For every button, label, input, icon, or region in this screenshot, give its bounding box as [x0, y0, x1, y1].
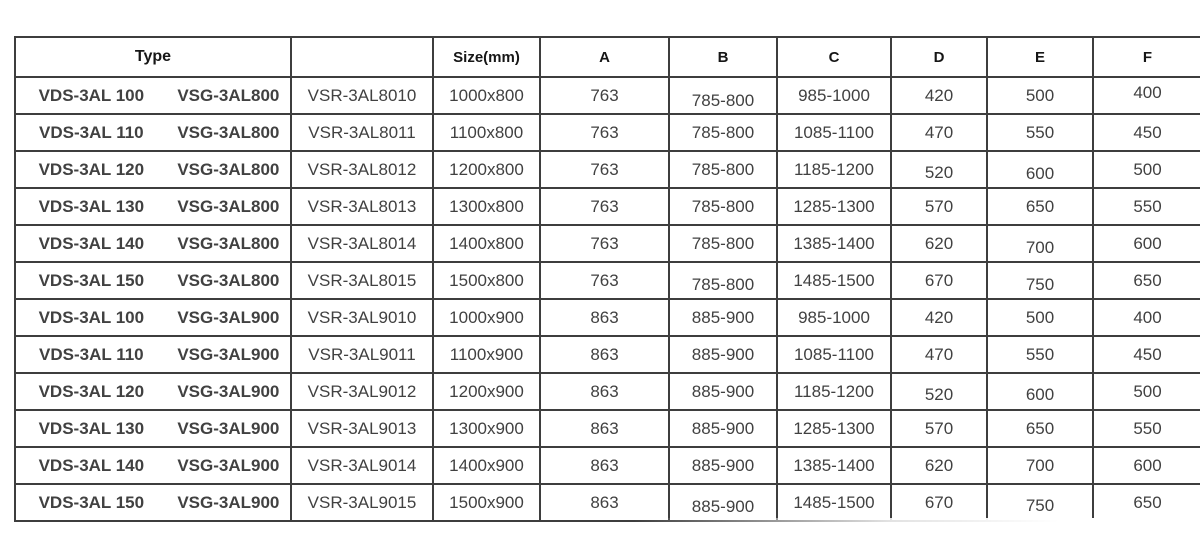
- dim-d-cell: [891, 410, 987, 447]
- dim-c-cell: [777, 114, 891, 151]
- dim-f-cell: [1093, 151, 1200, 188]
- dim-f-cell: [1093, 77, 1200, 114]
- dim-d-value: 420: [924, 307, 954, 327]
- dim-b-value: 785-800: [691, 90, 755, 110]
- dim-c-value: 1185-1200: [793, 381, 875, 401]
- dim-b-value: 885-900: [691, 344, 755, 364]
- dim-d-cell: [891, 225, 987, 262]
- size-cell: [433, 484, 540, 521]
- vsg-model-label: VSG-3AL800: [177, 159, 280, 179]
- dim-b-cell: [669, 447, 777, 484]
- dim-b-value: 885-900: [691, 496, 755, 516]
- dim-a-value: 763: [590, 159, 619, 179]
- dim-a-value: 863: [590, 418, 619, 438]
- vsg-model-label: VSG-3AL900: [177, 492, 280, 512]
- dim-a-cell: [540, 225, 669, 262]
- vsg-model-label: VSG-3AL800: [177, 85, 280, 105]
- dim-e-value: 700: [1025, 455, 1055, 475]
- table-row: [15, 299, 1200, 336]
- header-col-c: C: [777, 37, 891, 77]
- table-body: [15, 77, 1200, 521]
- dim-e-value: 500: [1025, 307, 1055, 327]
- dim-e-cell: [987, 188, 1093, 225]
- size-cell: [433, 299, 540, 336]
- vds-model-label: VDS-3AL 110: [39, 344, 144, 364]
- dim-c-cell: [777, 447, 891, 484]
- dim-f-value: 400: [1133, 82, 1162, 102]
- type-cell: [15, 151, 291, 188]
- dim-c-cell: [777, 299, 891, 336]
- vds-model-label: VDS-3AL 100: [38, 307, 145, 327]
- dim-f-value: 600: [1133, 233, 1162, 253]
- dim-e-cell: [987, 336, 1093, 373]
- vsr-model-label: VSR-3AL9012: [307, 381, 417, 401]
- dim-c-value: 985-1000: [798, 85, 870, 105]
- size-cell: [433, 188, 540, 225]
- dim-c-value: 1285-1300: [793, 418, 875, 438]
- vsg-model-label: VSG-3AL900: [177, 418, 280, 438]
- dim-b-cell: [669, 77, 777, 114]
- vsr-model-cell: [291, 77, 433, 114]
- type-cell: [15, 188, 291, 225]
- dim-d-cell: [891, 151, 987, 188]
- vds-model-label: VDS-3AL 120: [38, 381, 145, 401]
- dim-a-cell: [540, 299, 669, 336]
- type-cell: [15, 373, 291, 410]
- type-cell: [15, 336, 291, 373]
- type-cell: [15, 484, 291, 521]
- dim-d-cell: [891, 188, 987, 225]
- dim-a-value: 863: [590, 307, 619, 327]
- dim-d-value: 670: [924, 270, 954, 290]
- dim-e-cell: [987, 151, 1093, 188]
- type-cell: [15, 225, 291, 262]
- dim-a-value: 763: [590, 122, 619, 142]
- table-row: [15, 151, 1200, 188]
- type-cell: [15, 77, 291, 114]
- dim-e-cell: [987, 299, 1093, 336]
- dim-d-value: 470: [924, 122, 954, 142]
- vsr-model-label: VSR-3AL8010: [307, 85, 417, 105]
- table-row: [15, 188, 1200, 225]
- dim-c-value: 1085-1100: [793, 344, 875, 364]
- dim-d-cell: [891, 114, 987, 151]
- dim-a-cell: [540, 188, 669, 225]
- dim-f-cell: [1093, 410, 1200, 447]
- size-value: 1500x800: [449, 270, 524, 290]
- dim-c-cell: [777, 262, 891, 299]
- dim-b-value: 885-900: [691, 381, 755, 401]
- vsg-model-label: VSG-3AL800: [177, 122, 280, 142]
- size-cell: [433, 373, 540, 410]
- vsr-model-cell: [291, 225, 433, 262]
- dim-c-cell: [777, 373, 891, 410]
- size-value: 1000x800: [449, 85, 524, 105]
- dim-a-cell: [540, 410, 669, 447]
- header-col-e: E: [987, 37, 1093, 77]
- dim-a-cell: [540, 151, 669, 188]
- dim-f-value: 500: [1133, 159, 1162, 179]
- dim-c-cell: [777, 336, 891, 373]
- dim-b-cell: [669, 373, 777, 410]
- dim-b-value: 785-800: [691, 274, 755, 294]
- dim-d-cell: [891, 484, 987, 521]
- size-cell: [433, 151, 540, 188]
- dim-d-value: 470: [924, 344, 954, 364]
- vds-model-label: VDS-3AL 140: [38, 233, 145, 253]
- dim-e-cell: [987, 262, 1093, 299]
- dim-b-cell: [669, 299, 777, 336]
- dim-b-cell: [669, 114, 777, 151]
- dim-c-value: 1085-1100: [793, 122, 875, 142]
- vds-model-label: VDS-3AL 130: [38, 418, 145, 438]
- dim-d-cell: [891, 77, 987, 114]
- size-value: 1300x800: [449, 196, 524, 216]
- vds-model-label: VDS-3AL 100: [38, 85, 145, 105]
- dim-f-cell: [1093, 114, 1200, 151]
- header-size: Size(mm): [433, 37, 540, 77]
- dim-a-value: 763: [590, 196, 619, 216]
- dim-c-value: 1185-1200: [793, 159, 875, 179]
- vsr-model-cell: [291, 188, 433, 225]
- vsr-model-cell: [291, 484, 433, 521]
- size-value: 1400x800: [449, 233, 524, 253]
- dim-d-cell: [891, 373, 987, 410]
- size-value: 1200x900: [449, 381, 524, 401]
- dim-e-value: 550: [1025, 344, 1055, 364]
- dim-c-value: 1485-1500: [793, 270, 875, 290]
- size-cell: [433, 336, 540, 373]
- table-row: [15, 262, 1200, 299]
- table-row: [15, 114, 1200, 151]
- size-cell: [433, 77, 540, 114]
- dim-a-value: 863: [590, 344, 619, 364]
- vsr-model-label: VSR-3AL8015: [307, 270, 417, 290]
- dim-d-cell: [891, 447, 987, 484]
- table-row: [15, 410, 1200, 447]
- dim-b-value: 885-900: [691, 307, 755, 327]
- dim-f-cell: [1093, 225, 1200, 262]
- type-cell: [15, 262, 291, 299]
- dim-e-cell: [987, 484, 1093, 521]
- vsg-model-label: VSG-3AL900: [177, 344, 280, 364]
- size-cell: [433, 225, 540, 262]
- vsr-model-cell: [291, 410, 433, 447]
- size-cell: [433, 262, 540, 299]
- vsg-model-label: VSG-3AL800: [177, 233, 280, 253]
- vsr-model-label: VSR-3AL8014: [307, 233, 417, 253]
- vsr-model-cell: [291, 373, 433, 410]
- table-row: [15, 225, 1200, 262]
- dim-f-cell: [1093, 188, 1200, 225]
- dim-c-cell: [777, 410, 891, 447]
- table-row: [15, 484, 1200, 521]
- header-row: [15, 37, 1200, 77]
- dim-a-value: 763: [590, 233, 619, 253]
- dim-b-value: 785-800: [691, 196, 755, 216]
- vds-model-label: VDS-3AL 120: [38, 159, 145, 179]
- dim-f-cell: [1093, 262, 1200, 299]
- dim-b-value: 885-900: [691, 455, 755, 475]
- dim-c-cell: [777, 188, 891, 225]
- vds-model-label: VDS-3AL 150: [38, 270, 145, 290]
- dim-e-value: 600: [1025, 163, 1055, 183]
- dim-d-value: 620: [924, 233, 954, 253]
- dim-f-cell: [1093, 299, 1200, 336]
- vsr-model-cell: [291, 151, 433, 188]
- dim-f-value: 550: [1133, 196, 1162, 216]
- dim-f-value: 650: [1133, 492, 1162, 512]
- dim-f-value: 450: [1133, 344, 1162, 364]
- dim-a-cell: [540, 373, 669, 410]
- header-col-d: D: [891, 37, 987, 77]
- size-cell: [433, 114, 540, 151]
- vds-model-label: VDS-3AL 140: [38, 455, 145, 475]
- size-value: 1400x900: [449, 455, 524, 475]
- dim-c-cell: [777, 151, 891, 188]
- dim-b-value: 785-800: [691, 233, 755, 253]
- dim-b-cell: [669, 262, 777, 299]
- dim-d-value: 520: [924, 162, 954, 182]
- type-cell: [15, 299, 291, 336]
- vds-model-label: VDS-3AL 130: [38, 196, 145, 216]
- dim-b-cell: [669, 410, 777, 447]
- dim-b-value: 785-800: [691, 159, 755, 179]
- dim-a-cell: [540, 447, 669, 484]
- vsg-model-label: VSG-3AL900: [177, 381, 280, 401]
- dim-d-cell: [891, 299, 987, 336]
- dim-a-cell: [540, 484, 669, 521]
- dim-d-value: 420: [924, 85, 954, 105]
- dim-a-value: 863: [590, 455, 619, 475]
- spec-table-wrap: [14, 36, 1200, 522]
- dim-e-value: 600: [1025, 384, 1055, 404]
- dim-e-value: 550: [1025, 122, 1055, 142]
- dim-e-cell: [987, 447, 1093, 484]
- vsr-model-cell: [291, 114, 433, 151]
- size-cell: [433, 447, 540, 484]
- dim-b-value: 785-800: [691, 122, 755, 142]
- dim-a-cell: [540, 114, 669, 151]
- header-col-b: B: [669, 37, 777, 77]
- type-cell: [15, 114, 291, 151]
- dim-a-value: 863: [590, 492, 619, 512]
- dim-e-value: 700: [1025, 237, 1055, 257]
- dim-a-cell: [540, 336, 669, 373]
- dim-e-value: 650: [1025, 418, 1055, 438]
- type-cell: [15, 410, 291, 447]
- dim-f-value: 650: [1133, 270, 1162, 290]
- dim-e-value: 650: [1025, 196, 1055, 216]
- vsg-model-label: VSG-3AL900: [177, 307, 280, 327]
- vsg-model-label: VSG-3AL800: [177, 196, 280, 216]
- spec-table: [14, 36, 1200, 522]
- vsr-model-cell: [291, 262, 433, 299]
- dim-f-cell: [1093, 336, 1200, 373]
- vsr-model-label: VSR-3AL9015: [307, 492, 417, 512]
- vsr-model-label: VSR-3AL8012: [307, 159, 417, 179]
- table-row: [15, 336, 1200, 373]
- dim-b-cell: [669, 484, 777, 521]
- size-value: 1300x900: [449, 418, 524, 438]
- dim-f-value: 550: [1133, 418, 1162, 438]
- vsr-model-label: VSR-3AL9011: [308, 344, 416, 364]
- dim-c-value: 1285-1300: [793, 196, 875, 216]
- vsg-model-label: VSG-3AL800: [177, 270, 280, 290]
- dim-c-cell: [777, 484, 891, 521]
- dim-f-value: 600: [1133, 455, 1162, 475]
- size-value: 1100x800: [449, 122, 524, 142]
- dim-f-value: 450: [1133, 122, 1162, 142]
- header-col-a: A: [540, 37, 669, 77]
- vsr-model-label: VSR-3AL9010: [307, 307, 417, 327]
- vsr-model-cell: [291, 299, 433, 336]
- dim-e-value: 750: [1025, 495, 1055, 515]
- dim-e-cell: [987, 410, 1093, 447]
- vsr-model-cell: [291, 336, 433, 373]
- dim-f-value: 400: [1133, 307, 1162, 327]
- dim-d-value: 670: [924, 492, 954, 512]
- dim-d-value: 620: [924, 455, 954, 475]
- vsr-model-label: VSR-3AL8013: [307, 196, 417, 216]
- dim-e-cell: [987, 77, 1093, 114]
- vsr-model-label: VSR-3AL9013: [307, 418, 417, 438]
- dim-e-cell: [987, 114, 1093, 151]
- dim-b-value: 885-900: [691, 418, 755, 438]
- vsg-model-label: VSG-3AL900: [177, 455, 280, 475]
- dim-c-value: 985-1000: [798, 307, 870, 327]
- header-model-blank: [291, 37, 433, 77]
- dim-e-value: 500: [1025, 85, 1055, 105]
- size-value: 1100x900: [449, 344, 524, 364]
- dim-a-value: 863: [590, 381, 619, 401]
- vsr-model-label: VSR-3AL8011: [308, 122, 416, 142]
- table-row: [15, 77, 1200, 114]
- dim-d-cell: [891, 262, 987, 299]
- dim-b-cell: [669, 188, 777, 225]
- header-type: Type: [15, 37, 291, 77]
- dim-b-cell: [669, 225, 777, 262]
- dim-c-value: 1485-1500: [793, 492, 875, 512]
- vds-model-label: VDS-3AL 150: [38, 492, 145, 512]
- dim-e-cell: [987, 373, 1093, 410]
- dim-d-value: 570: [924, 418, 954, 438]
- dim-f-cell: [1093, 373, 1200, 410]
- dim-c-cell: [777, 225, 891, 262]
- dim-a-value: 763: [590, 85, 619, 105]
- type-cell: [15, 447, 291, 484]
- vsr-model-cell: [291, 447, 433, 484]
- dim-e-cell: [987, 225, 1093, 262]
- dim-c-value: 1385-1400: [793, 455, 875, 475]
- dim-f-cell: [1093, 447, 1200, 484]
- dim-d-value: 570: [924, 196, 954, 216]
- size-cell: [433, 410, 540, 447]
- dim-c-value: 1385-1400: [793, 233, 875, 253]
- dim-d-cell: [891, 336, 987, 373]
- size-value: 1200x800: [449, 159, 524, 179]
- header-col-f: F: [1093, 37, 1200, 77]
- table-row: [15, 447, 1200, 484]
- dim-a-cell: [540, 262, 669, 299]
- dim-b-cell: [669, 336, 777, 373]
- dim-f-value: 500: [1133, 381, 1162, 401]
- size-value: 1000x900: [449, 307, 524, 327]
- dim-f-cell: [1093, 484, 1200, 521]
- size-value: 1500x900: [449, 492, 524, 512]
- dim-a-cell: [540, 77, 669, 114]
- dim-b-cell: [669, 151, 777, 188]
- dim-d-value: 520: [924, 384, 954, 404]
- dim-e-value: 750: [1025, 274, 1055, 294]
- vsr-model-label: VSR-3AL9014: [307, 455, 417, 475]
- vds-model-label: VDS-3AL 110: [39, 122, 144, 142]
- dim-c-cell: [777, 77, 891, 114]
- table-row: [15, 373, 1200, 410]
- dim-a-value: 763: [590, 270, 619, 290]
